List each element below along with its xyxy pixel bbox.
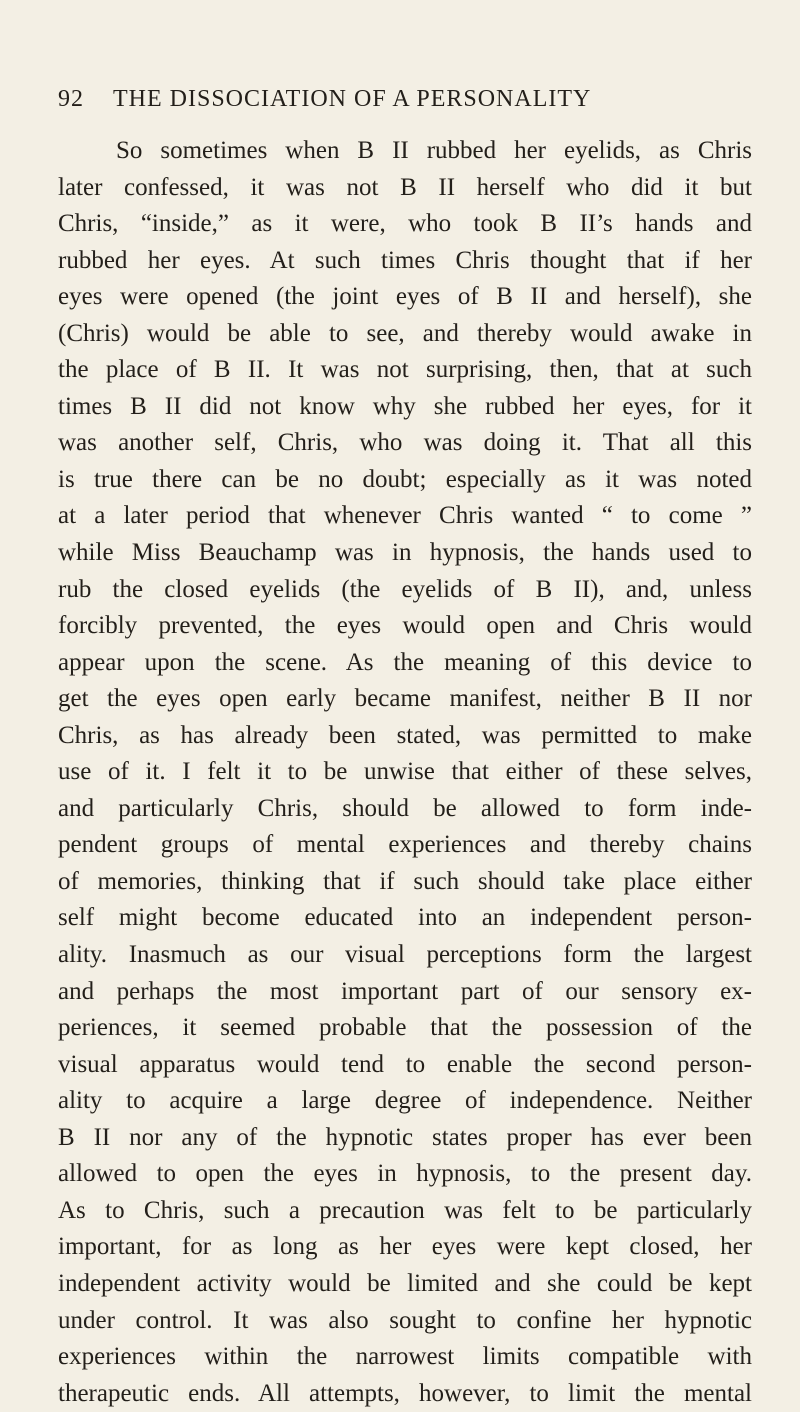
text-line: rub the closed eyelids (the eyelids of B II), and, unless xyxy=(58,575,752,603)
text-line: As to Chris, such a precaution was felt to be particularly xyxy=(58,1196,752,1224)
text-line: appear upon the scene. As the meaning of this device to xyxy=(58,648,752,676)
text-line: of memories, thinking that if such should take place either xyxy=(58,867,752,895)
text-line: pendent groups of mental experiences and thereby chains xyxy=(58,831,752,859)
text-line: get the eyes open early became manifest, neither B II nor xyxy=(58,685,752,713)
text-line: use of it. I felt it to be unwise that either of these selves, xyxy=(58,758,752,786)
text-line: and particularly Chris, should be allowed to form inde- xyxy=(58,794,752,822)
text-line: was another self, Chris, who was doing it. That all this xyxy=(58,429,752,457)
text-line: experiences within the narrowest limits compatible with xyxy=(58,1343,752,1371)
body-text xyxy=(58,133,752,1412)
text-line: Chris, as has already been stated, was permitted to make xyxy=(58,721,752,749)
text-line: is true there can be no doubt; especially as it was noted xyxy=(58,465,752,493)
text-line: times B II did not know why she rubbed her eyes, for it xyxy=(58,392,752,420)
text-line: B II nor any of the hypnotic states proper has ever been xyxy=(58,1123,752,1151)
text-line: important, for as long as her eyes were kept closed, her xyxy=(58,1233,752,1261)
text-line: under control. It was also sought to confine her hypnotic xyxy=(58,1306,752,1334)
text-line: independent activity would be limited and she could be kept xyxy=(58,1269,752,1297)
running-head xyxy=(58,84,698,114)
text-line: ality. Inasmuch as our visual perceptions form the largest xyxy=(58,941,752,969)
text-line: at a later period that whenever Chris wanted “ to come ” xyxy=(58,502,752,530)
text-line: rubbed her eyes. At such times Chris thought that if her xyxy=(58,246,752,274)
text-line: forcibly prevented, the eyes would open and Chris would xyxy=(58,612,752,640)
text-line: the place of B II. It was not surprising, then, that at such xyxy=(58,356,752,384)
text-line: So sometimes when B II rubbed her eyelids, as Chris xyxy=(116,137,752,164)
text-line: therapeutic ends. All attempts, however, to limit the mental xyxy=(58,1379,752,1407)
page-number: 92 xyxy=(58,86,84,112)
text-line: visual apparatus would tend to enable the second person- xyxy=(58,1050,752,1078)
text-line: while Miss Beauchamp was in hypnosis, the hands used to xyxy=(58,539,752,567)
text-line: (Chris) would be able to see, and thereby would awake in xyxy=(58,319,752,347)
text-line: Chris, “inside,” as it were, who took B II’s hands and xyxy=(58,210,752,238)
text-line: and perhaps the most important part of our sensory ex- xyxy=(58,977,752,1005)
text-line: self might become educated into an independent person- xyxy=(58,904,752,932)
text-line: allowed to open the eyes in hypnosis, to the present day. xyxy=(58,1160,752,1188)
text-line: periences, it seemed probable that the possession of the xyxy=(58,1014,752,1042)
running-title: THE DISSOCIATION OF A PERSONALITY xyxy=(113,86,592,112)
text-line: later confessed, it was not B II herself who did it but xyxy=(58,173,752,201)
text-line: ality to acquire a large degree of independence. Neither xyxy=(58,1087,752,1115)
text-line: eyes were opened (the joint eyes of B II and herself), she xyxy=(58,283,752,311)
